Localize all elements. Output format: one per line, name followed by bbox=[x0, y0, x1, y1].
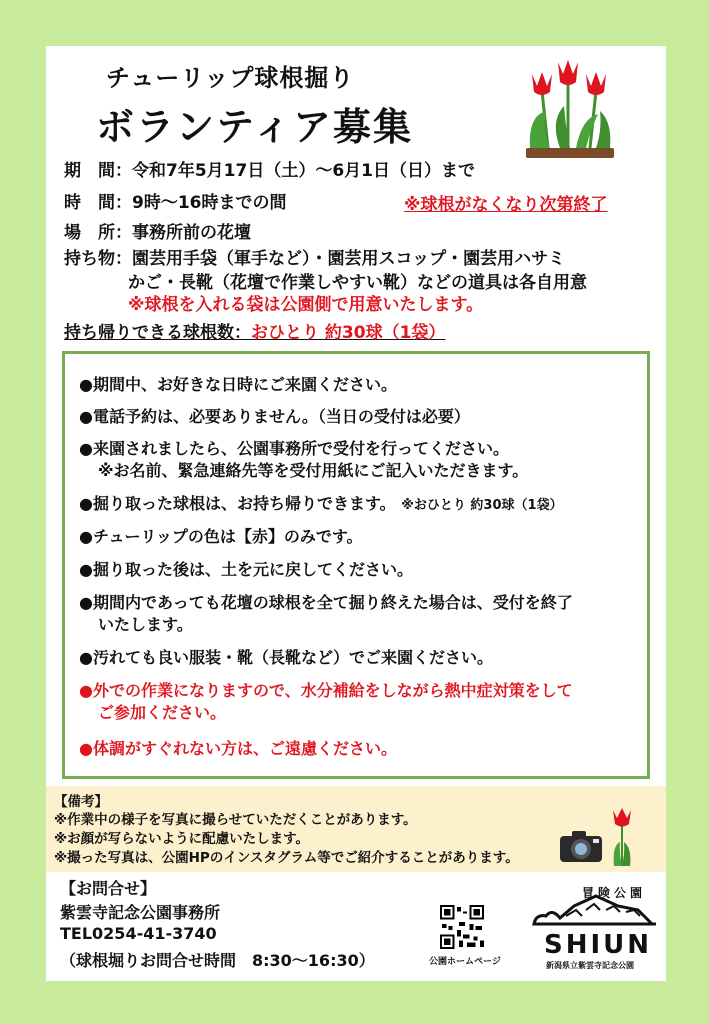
period-label: 期 間： bbox=[64, 161, 132, 181]
rule-7: ●期間内であっても花壇の球根を全て掘り終えた場合は、受付を終了 bbox=[79, 593, 573, 612]
rule-9-cont: ご参加ください。 bbox=[98, 703, 227, 722]
rule-1: ●期間中、お好きな日時にご来園ください。 bbox=[79, 375, 397, 394]
note-1: ※作業中の様子を写真に撮らせていただくことがあります。 bbox=[54, 812, 417, 828]
contact-header: 【お問合せ】 bbox=[60, 879, 157, 898]
rule-4-note: ※おひとり 約30球（1袋） bbox=[401, 498, 563, 513]
rule-2: ●電話予約は、必要ありません。（当日の受付は必要） bbox=[79, 407, 470, 426]
contact-hours: （球根堀りお問合せ時間 8:30～16:30） bbox=[60, 951, 375, 970]
time-label: 時 間： bbox=[64, 193, 132, 213]
title-line2: ボランティア募集 bbox=[96, 105, 413, 149]
logo-sub-text: 新潟県立紫雲寺記念公園 bbox=[546, 961, 634, 970]
time-value: 9時～16時までの間 bbox=[132, 193, 287, 213]
rule-9: ●外での作業になりますので、水分補給をしながら熱中症対策をして bbox=[79, 681, 573, 700]
period-row bbox=[64, 156, 475, 181]
logo-top-text: 冒険公園 bbox=[582, 886, 647, 900]
items-line2: かご・長靴（花壇で作業しやすい靴）などの道具は各自用意 bbox=[128, 273, 587, 293]
rule-6: ●掘り取った後は、土を元に戻してください。 bbox=[79, 560, 413, 579]
rule-4 bbox=[79, 491, 563, 514]
note-2: ※お顔が写らないように配慮いたします。 bbox=[54, 831, 310, 847]
rule-10: ●体調がすぐれない方は、ご遠慮ください。 bbox=[79, 739, 397, 758]
flyer-sheet bbox=[46, 46, 666, 981]
qr-caption: 公園ホームページ bbox=[429, 957, 501, 967]
takehome-value: おひとり 約30球（1袋） bbox=[251, 323, 446, 343]
items-line1: 園芸用手袋（軍手など）・園芸用スコップ・園芸用ハサミ bbox=[132, 249, 566, 269]
rule-3: ●来園されましたら、公園事務所で受付を行ってください。 bbox=[79, 439, 509, 458]
rules-box bbox=[62, 351, 650, 779]
notes-header: 【備考】 bbox=[54, 794, 108, 810]
place-value: 事務所前の花壇 bbox=[132, 223, 251, 243]
tulip-icon bbox=[520, 56, 620, 166]
tulip-icon bbox=[610, 806, 634, 866]
contact-office: 紫雲寺記念公園事務所 bbox=[60, 903, 221, 922]
takehome-row bbox=[64, 318, 445, 343]
time-row bbox=[64, 188, 287, 213]
takehome-label: 持ち帰りできる球根数： bbox=[64, 323, 251, 343]
end-note: ※球根がなくなり次第終了 bbox=[404, 195, 608, 215]
rule-3-note: ※お名前、緊急連絡先等を受付用紙にご記入いただきます。 bbox=[98, 461, 529, 480]
rule-8: ●汚れても良い服装・靴（長靴など）でご来園ください。 bbox=[79, 648, 493, 667]
rule-7-cont: いたします。 bbox=[98, 615, 193, 634]
place-row bbox=[64, 218, 251, 243]
notes-section bbox=[46, 786, 666, 872]
items-note: ※球根を入れる袋は公園側で用意いたします。 bbox=[128, 295, 484, 315]
logo-main-text: SHIUN bbox=[544, 930, 653, 960]
items-row bbox=[64, 244, 565, 269]
rule-5: ●チューリップの色は【赤】のみです。 bbox=[79, 527, 363, 546]
camera-icon bbox=[558, 828, 604, 864]
rule-4-text: ●掘り取った球根は、お持ち帰りできます。 bbox=[79, 494, 396, 513]
items-label: 持ち物： bbox=[64, 249, 132, 269]
contact-tel: TEL0254-41-3740 bbox=[60, 924, 217, 943]
title-line1: チューリップ球根掘り bbox=[106, 64, 355, 92]
qr-code-icon[interactable] bbox=[440, 905, 484, 949]
note-3: ※撮った写真は、公園HPのインスタグラム等でご紹介することがあります。 bbox=[54, 850, 519, 866]
place-label: 場 所： bbox=[64, 223, 132, 243]
period-value: 令和7年5月17日（土）～6月1日（日）まで bbox=[132, 161, 475, 181]
